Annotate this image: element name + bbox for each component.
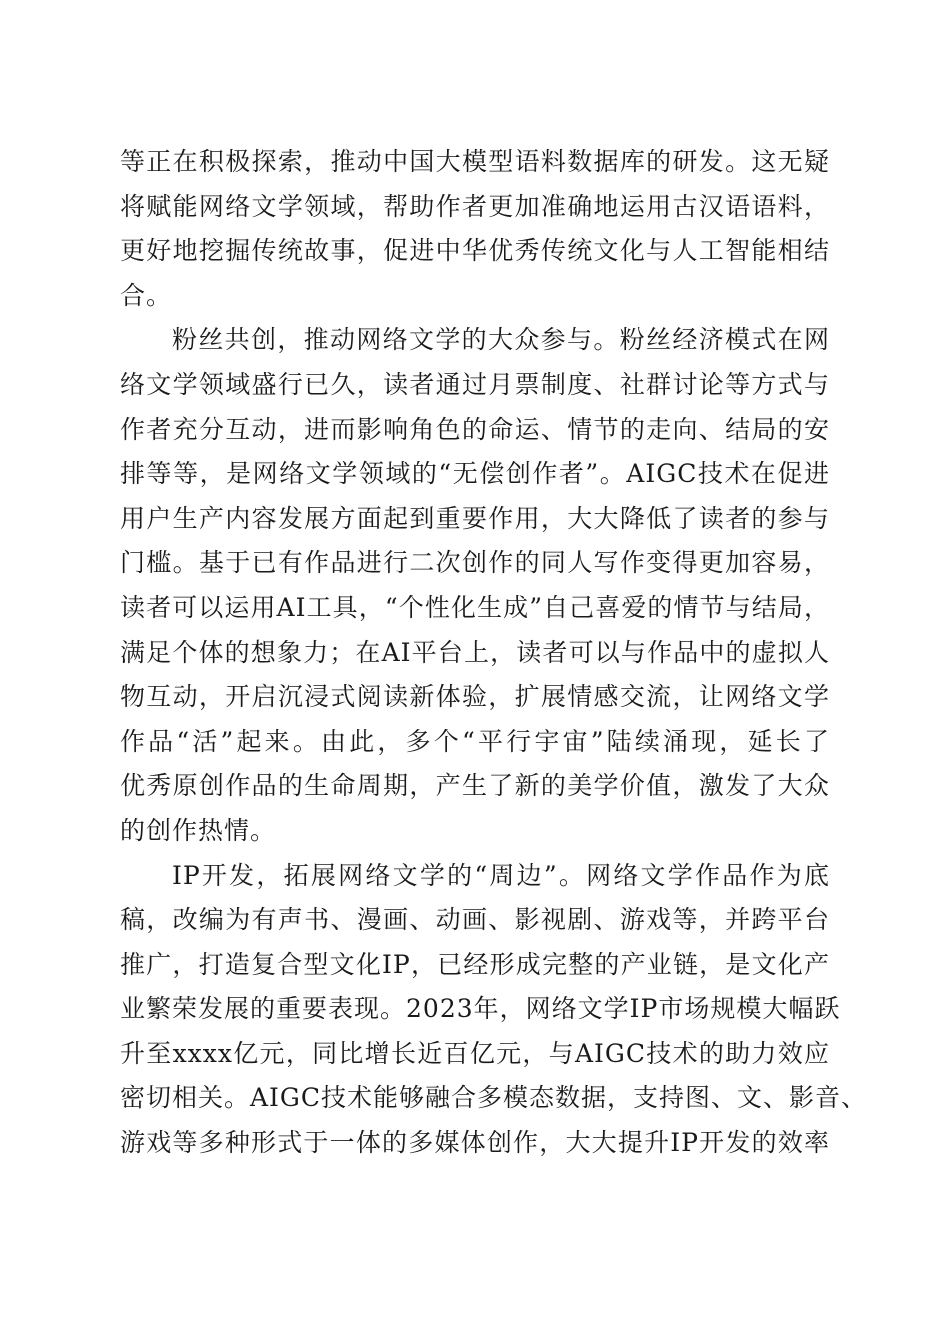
text-line: 将赋能网络文学领域，帮助作者更加准确地运用古汉语语料，: [120, 191, 830, 221]
text-line: 合。: [120, 280, 173, 310]
text-line: IP开发，拓展网络文学的“周边”。网络文学作品作为底: [172, 860, 830, 890]
text-line: 等正在积极探索，推动中国大模型语料数据库的研发。这无疑: [120, 147, 830, 176]
text-line: 满足个体的想象力；在AI平台上，读者可以与作品中的虚拟人: [120, 637, 830, 667]
text-line: 稿，改编为有声书、漫画、动画、影视剧、游戏等，并跨平台: [120, 905, 830, 935]
text-line: 游戏等多种形式于一体的多媒体创作，大大提升IP开发的效率: [120, 1128, 830, 1158]
text-line: 作品“活”起来。由此，多个“平行宇宙”陆续涌现，延长了: [120, 726, 830, 756]
text-line: 优秀原创作品的生命周期，产生了新的美学价值，激发了大众: [120, 771, 830, 801]
text-line: 升至xxxx亿元，同比增长近百亿元，与AIGC技术的助力效应: [120, 1038, 830, 1068]
text-line: 排等等，是网络文学领域的“无偿创作者”。AIGC技术在促进: [120, 459, 830, 489]
text-line: 推广，打造复合型文化IP，已经形成完整的产业链，是文化产: [120, 949, 830, 979]
text-line: 络文学领域盛行已久，读者通过月票制度、社群讨论等方式与: [120, 369, 830, 399]
text-line: 作者充分互动，进而影响角色的命运、情节的走向、结局的安: [120, 414, 830, 444]
text-line: 用户生产内容发展方面起到重要作用，大大降低了读者的参与: [120, 503, 830, 533]
text-line: 粉丝共创，推动网络文学的大众参与。粉丝经济模式在网: [172, 325, 830, 355]
text-line: 业繁荣发展的重要表现。2023年，网络文学IP市场规模大幅跃: [120, 994, 841, 1024]
text-line: 更好地挖掘传统故事，促进中华优秀传统文化与人工智能相结: [120, 236, 830, 266]
text-line: 的创作热情。: [120, 815, 277, 845]
body-text: [120, 140, 868, 1166]
text-line: 物互动，开启沉浸式阅读新体验，扩展情感交流，让网络文学: [120, 682, 830, 712]
text-line: 门槛。基于已有作品进行二次创作的同人写作变得更加容易，: [120, 548, 830, 578]
text-line: 读者可以运用AI工具，“个性化生成”自己喜爱的情节与结局，: [120, 592, 830, 622]
text-line: 密切相关。AIGC技术能够融合多模态数据，支持图、文、影音、: [120, 1083, 868, 1113]
